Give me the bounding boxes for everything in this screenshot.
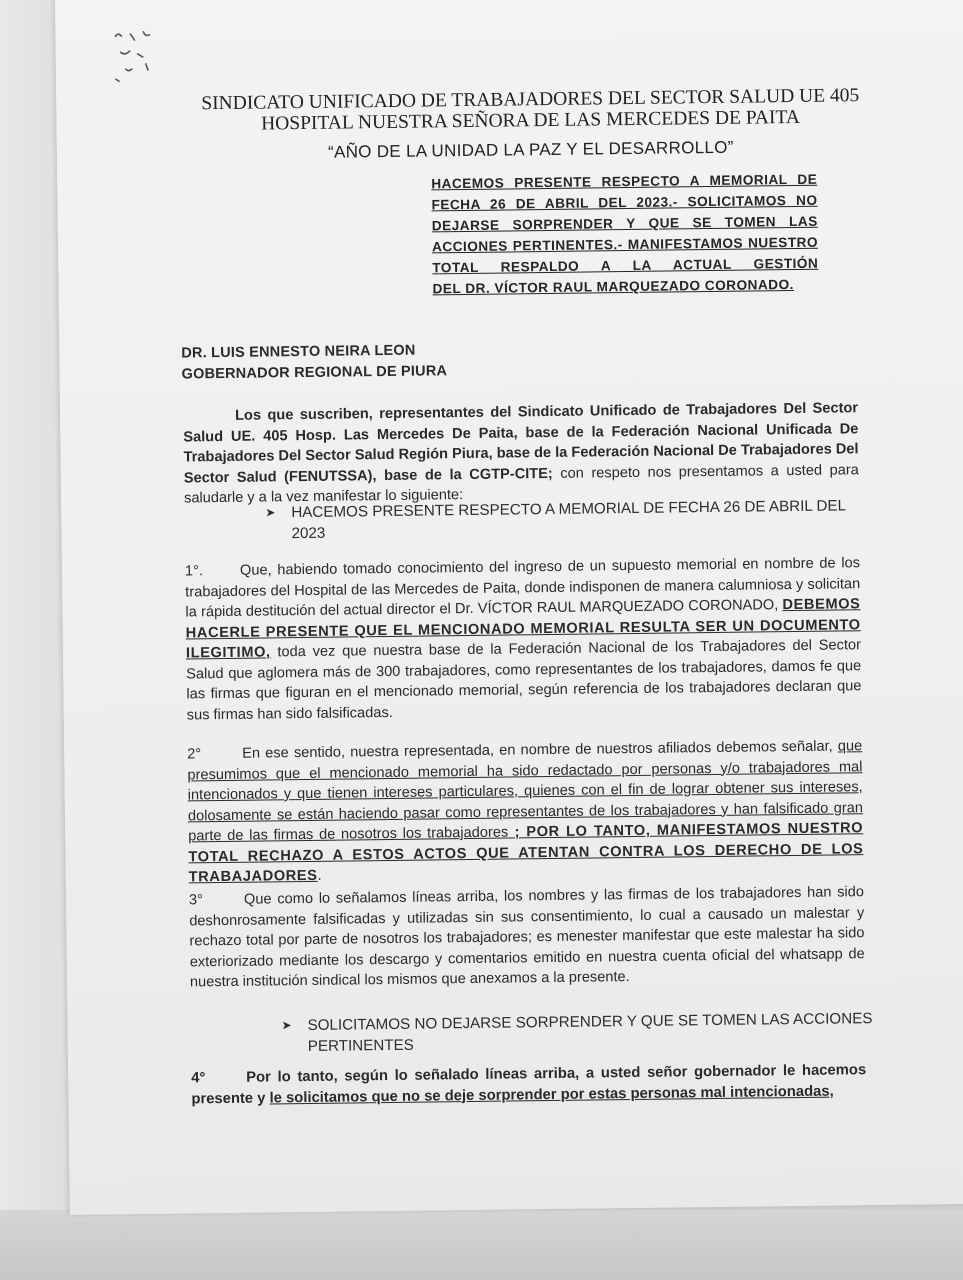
intro-signatories: Los que suscriben, representantes del Sindicato Unificado de Trabajadores Del Sector Salud UE. 405 Hosp. Las Mercedes De Paita, base de la Federación Nacional Unificada De Trabajadores Del Sector Salud Región Piura, base de la Federación Nacional De Trabajadores Del Sector Salud (FENUTSSA), base de la CGTP-CITE; (183, 400, 859, 486)
paragraph-3 (189, 882, 865, 993)
paragraph-3-text: Que como lo señalamos líneas arriba, los nombres y las firmas de los trabajadores han sido deshonrosamente falsificadas y utilizadas sin sus consentimiento, lo cual a causado un malestar y rechazo total por parte de nosotros los trabajadores; es menester manifestar que este malestar ha sido exteriorizado mediante los descargo y comentarios emitido en nuestra cuenta oficial del whatsapp de nuestra institución sindical los mismos que anexamos a la presente. (189, 884, 865, 991)
paragraph-number: 3° (188, 892, 204, 909)
addressee-block (181, 339, 581, 386)
union-name-line: SINDICATO UNIFICADO DE TRABAJADORES DEL SECTOR SALUD UE 405 (201, 85, 860, 115)
paragraph-number: 1°. (184, 563, 204, 580)
bullet-request-text: SOLICITAMOS NO DEJARSE SORPRENDER Y QUE SE TOMEN LAS ACCIONES PERTINENTES (307, 1010, 873, 1055)
subject-summary-last-line: DEL DR. VÍCTOR RAUL MARQUEZADO CORONADO. (432, 276, 794, 297)
paragraph-2-text-a: En ese sentido, nuestra representada, en nombre de nuestros afiliados debemos señalar, (242, 738, 838, 762)
arrow-bullet-icon: ➤ (265, 505, 276, 520)
handwritten-marks (85, 24, 176, 95)
paragraph-1-text-a: Que, habiendo tomado conocimiento del ingreso de un supuesto memorial en nombre de los trabajadores del Hospital de las Mercedes de Paita, donde indisponen de manera calumniosa y solicitan la rápida destitución del actual director el Dr. VÍCTOR RAUL MARQUEZADO CORONADO, (185, 555, 861, 621)
paragraph-4-underlined: le solicitamos que no se deje sorprender por estas personas mal intencionadas, (269, 1083, 834, 1106)
intro-greeting: con respeto nos presentamos a usted para saludarle y a la vez manifestar lo siguiente: (184, 461, 859, 507)
paragraph-number: 4° (191, 1070, 206, 1087)
paragraph-1-emphasis: DEBEMOS HACERLE PRESENTE QUE EL MENCIONADO MEMORIAL RESULTA SER UN DOCUMENTO ILEGITIMO, (185, 596, 861, 662)
document-page (55, 0, 963, 1215)
paragraph-1-text-c: toda vez que nuestra base de la Federación Nacional de los Trabajadores del Sector Salud que aglomera más de 300 trabajadores, como representantes de los trabajadores, damos fe que las firmas que figuran en el mencionado memorial, según referencia de los trabajadores declaran que sus firmas han sido falsificadas. (186, 637, 862, 723)
bullet-memorial (265, 495, 871, 544)
arrow-bullet-icon: ➤ (281, 1018, 292, 1033)
paragraph-1 (185, 553, 862, 725)
background-surface (0, 1210, 963, 1280)
paragraph-2 (187, 736, 864, 888)
addressee-name: DR. LUIS ENNESTO NEIRA LEON (181, 342, 416, 362)
paragraph-4-text-a: Por lo tanto, según lo señalado líneas arriba, a usted señor gobernador le hacemos presente y (191, 1062, 867, 1107)
intro-paragraph (183, 398, 859, 509)
paragraph-2-end: . (317, 867, 322, 884)
subject-summary (431, 169, 819, 300)
year-motto: “AÑO DE LA UNIDAD LA PAZ Y EL DESARROLLO” (327, 137, 734, 162)
subject-summary-text: HACEMOS PRESENTE RESPECTO A MEMORIAL DE FECHA 26 DE ABRIL DEL 2023.- SOLICITAMOS NO DEJARSE SORPRENDER Y QUE SE TOMEN LAS ACCIONES PERTINENTES.- MANIFESTAMOS NUESTRO TOTAL RESPALDO A LA ACTUAL GESTIÓN (431, 171, 819, 276)
addressee-role: GOBERNADOR REGIONAL DE PIURA (181, 363, 448, 383)
bullet-request (281, 1008, 887, 1057)
bullet-memorial-text: HACEMOS PRESENTE RESPECTO A MEMORIAL DE FECHA 26 DE ABRIL DEL 2023 (291, 497, 846, 543)
paragraph-2-emphasis: ; POR LO TANTO, MANIFESTAMOS NUESTRO TOTAL RECHAZO A ESTOS ACTOS QUE ATENTAN CONTRA LOS DERECHO DE LOS TRABAJADORES (188, 820, 864, 886)
paragraph-number: 2° (187, 746, 202, 763)
paragraph-2-underlined: que presumimos que el mencionado memorial ha sido redactado por personas y/o trabajadores mal intencionados y que tienen intereses particulares, quienes con el fin de lograr obtener sus intereses, dolosamente se están haciendo pasar como representantes de los trabajadores y han falsificado gran parte de las firmas de nosotros los trabajadores (187, 738, 864, 845)
paragraph-4 (191, 1060, 866, 1109)
hospital-name-line: HOSPITAL NUESTRA SEÑORA DE LAS MERCEDES DE PAITA (261, 106, 801, 135)
